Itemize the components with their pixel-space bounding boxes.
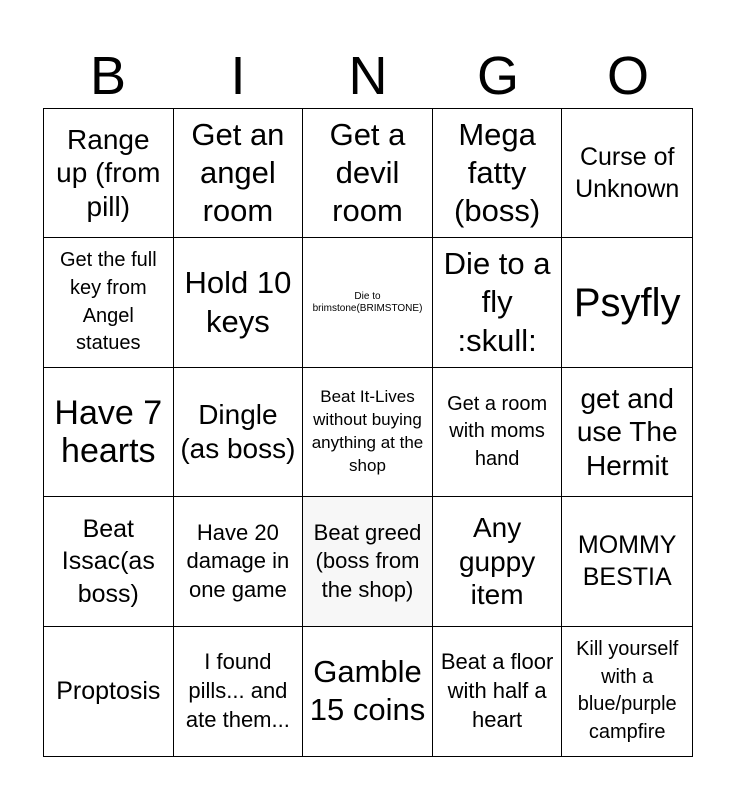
bingo-cell-r5c4[interactable] xyxy=(433,627,563,756)
cell-label: Kill yourself with a blue/purple campfire xyxy=(576,638,679,743)
cell-label: Gamble 15 coins xyxy=(309,653,426,728)
cell-label: Psyfly xyxy=(573,280,681,325)
bingo-cell-r4c2[interactable] xyxy=(174,497,304,626)
bingo-cell-r1c5[interactable] xyxy=(562,109,692,238)
cell-label: Get the full key from Angel statues xyxy=(59,249,157,355)
cell-label: I found pills... and ate them... xyxy=(185,649,290,732)
bingo-cell-r5c3[interactable] xyxy=(303,627,433,756)
header-letter-i: I xyxy=(230,46,246,106)
bingo-cell-r1c2[interactable] xyxy=(174,109,304,238)
bingo-cell-r3c1[interactable] xyxy=(44,368,174,497)
bingo-cell-r2c2[interactable] xyxy=(174,238,304,367)
cell-label: Get a room with moms hand xyxy=(447,392,548,470)
cell-label: Die to brimstone(BRIMSTONE) xyxy=(312,290,423,314)
cell-label: Dingle (as boss) xyxy=(180,399,296,464)
cell-label: Get a devil room xyxy=(329,116,406,229)
cell-label: Beat Issac(as boss) xyxy=(61,514,155,608)
cell-label: Proptosis xyxy=(56,677,161,706)
bingo-cell-r3c4[interactable] xyxy=(433,368,563,497)
bingo-cell-r4c1[interactable] xyxy=(44,497,174,626)
cell-label: Die to a fly :skull: xyxy=(443,245,551,358)
bingo-header xyxy=(43,44,693,108)
bingo-cell-r5c5[interactable] xyxy=(562,627,692,756)
bingo-cell-r2c1[interactable] xyxy=(44,238,174,367)
bingo-cell-r2c5[interactable] xyxy=(562,238,692,367)
cell-label: MOMMY BESTIA xyxy=(577,530,677,592)
bingo-cell-r1c3[interactable] xyxy=(303,109,433,238)
cell-label: Range up (from pill) xyxy=(56,123,161,222)
cell-label: get and use The Hermit xyxy=(576,382,678,481)
bingo-cell-r1c4[interactable] xyxy=(433,109,563,238)
cell-label: Beat a floor with half a heart xyxy=(440,649,554,732)
bingo-board xyxy=(43,108,693,757)
cell-label: Beat It-Lives without buying anything at the shop xyxy=(311,387,424,475)
cell-label: Any guppy item xyxy=(458,512,536,611)
bingo-cell-r2c4[interactable] xyxy=(433,238,563,367)
bingo-cell-r3c3[interactable] xyxy=(303,368,433,497)
cell-label: Have 7 hearts xyxy=(54,393,163,470)
bingo-cell-r4c4[interactable] xyxy=(433,497,563,626)
cell-label: Curse of Unknown xyxy=(575,142,680,204)
cell-label: Mega fatty (boss) xyxy=(454,116,541,229)
cell-label: Have 20 damage in one game xyxy=(186,519,290,602)
cell-label: Hold 10 keys xyxy=(184,265,292,339)
bingo-cell-r4c3[interactable] xyxy=(303,497,433,626)
cell-label: Beat greed (boss from the shop) xyxy=(313,519,422,602)
bingo-cell-r3c2[interactable] xyxy=(174,368,304,497)
bingo-cell-r4c5[interactable] xyxy=(562,497,692,626)
header-letter-o: O xyxy=(606,46,649,106)
cell-label: Get an angel room xyxy=(191,116,285,229)
bingo-cell-r5c2[interactable] xyxy=(174,627,304,756)
header-letter-n: N xyxy=(348,46,388,106)
bingo-cell-r5c1[interactable] xyxy=(44,627,174,756)
header-letter-b: B xyxy=(89,46,127,106)
bingo-cell-free-space[interactable] xyxy=(303,238,433,367)
bingo-cell-r3c5[interactable] xyxy=(562,368,692,497)
bingo-cell-r1c1[interactable] xyxy=(44,109,174,238)
header-letter-g: G xyxy=(476,46,519,106)
